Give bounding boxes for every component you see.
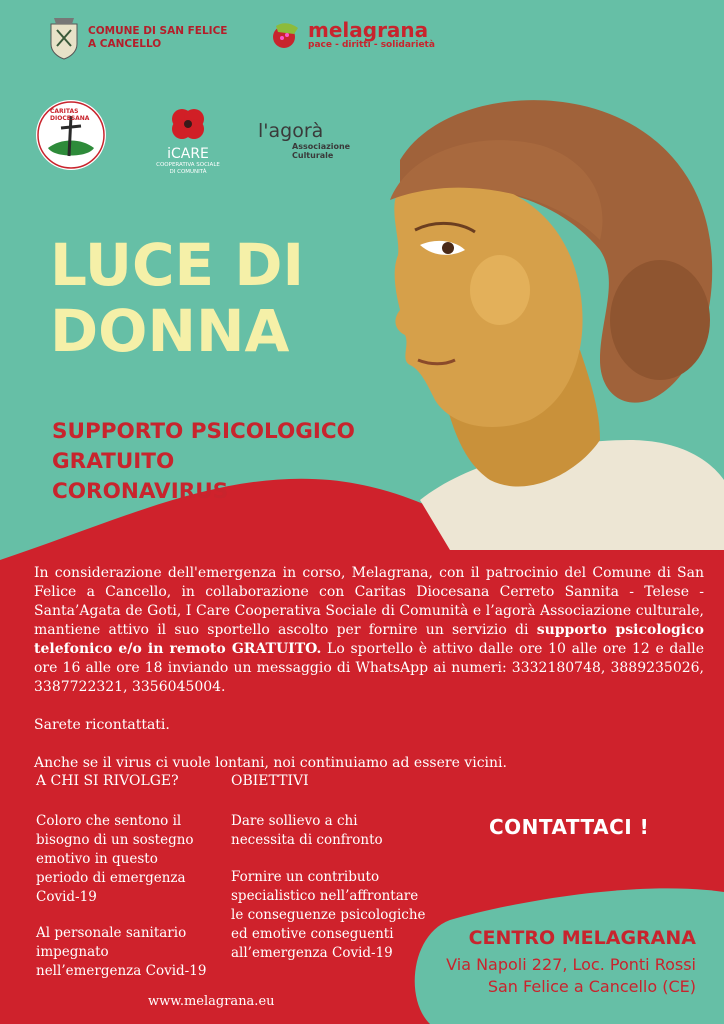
intro-text-bold: supporto psicologico telefonico e/o in remoto GRATUITO. — [34, 622, 704, 657]
woman-portrait-illustration — [300, 80, 724, 550]
target-item-2: Al personale sanitario impegnato nell’emergenza Covid-19 — [36, 925, 207, 979]
target-item-1: Coloro che sentono il bisogno di un sostegno emotivo in questo periodo di emergenza Covid-19 — [36, 813, 194, 905]
agora-name: l'agorà — [258, 120, 324, 142]
contact-cta: CONTATTACI ! — [489, 815, 650, 839]
icare-logo — [148, 105, 228, 176]
caritas-label: CARITAS DIOCESANA — [50, 108, 90, 122]
intro-text-a: In considerazione dell'emergenza in corso, Melagrana, con il patrocinio del Comune di San Felice a Cancello, in collaborazione con Caritas Diocesana Cerreto Sannita - Telese - Santa’Agata de Goti, I Care Cooperativa Sociale di Comunità e l’agorà Associazione culturale, mantiene attivo il suo sportello ascolto per fornire un servizio di — [34, 565, 704, 638]
goals-heading: OBIETTIVI — [231, 773, 309, 789]
closing-text: Anche se il virus ci vuole lontani, noi continuiamo ad essere vicini. — [34, 755, 507, 771]
intro-text-b: Lo sportello è attivo dalle ore 10 alle ore 12 e dalle ore 16 alle ore 18 inviando un messaggio di WhatsApp ai numeri: 3332180748, 3889235026, 3387722321, 3356045004. — [34, 641, 704, 695]
intro-paragraph — [34, 564, 704, 697]
icare-subtitle-1: COOPERATIVA SOCIALE — [156, 162, 220, 168]
website-link[interactable]: www.melagrana.eu — [148, 994, 275, 1009]
subtitle-line-1: SUPPORTO PSICOLOGICO — [52, 419, 355, 444]
recontact-text: Sarete ricontattati. — [34, 717, 170, 733]
title-line-1: LUCE DI — [50, 231, 305, 299]
centro-address-line1: Via Napoli 227, Loc. Ponti Rossi — [446, 955, 696, 974]
comune-logo — [48, 16, 227, 60]
pomegranate-icon — [268, 20, 304, 50]
agora-subtitle-2: Culturale — [292, 151, 334, 160]
goals-item-2: Fornire un contributo specialistico nell’affrontare le conseguenze psicologiche ed emotive conseguenti all’emergenza Covid-19 — [231, 869, 426, 961]
main-title — [50, 232, 304, 364]
subtitle-line-2: GRATUITO — [52, 449, 175, 474]
melagrana-name: melagrana — [308, 18, 429, 42]
intro-text — [34, 564, 704, 773]
crest-icon — [48, 16, 80, 60]
agora-logo — [258, 120, 350, 160]
icare-name: iCARE — [167, 146, 209, 162]
comune-name-line1: COMUNE DI SAN FELICE — [88, 25, 228, 37]
subtitle — [52, 417, 355, 507]
centro-name: CENTRO MELAGRANA — [468, 927, 696, 949]
poppy-flower-icon — [168, 105, 208, 143]
comune-name-line2: A CANCELLO — [88, 38, 162, 50]
melagrana-logo — [268, 20, 435, 50]
agora-subtitle-1: Associazione — [292, 142, 351, 151]
melagrana-tagline: pace - diritti - solidarietà — [308, 40, 435, 50]
icare-subtitle-2: DI COMUNITÀ — [169, 169, 207, 175]
title-line-2: DONNA — [50, 297, 290, 365]
centro-address-line2: San Felice a Cancello (CE) — [487, 977, 696, 996]
subtitle-line-3: CORONAVIRUS — [52, 479, 229, 504]
caritas-logo — [36, 100, 106, 170]
target-heading: A CHI SI RIVOLGE? — [36, 773, 179, 789]
goals-item-1: Dare sollievo a chi necessita di confronto — [231, 813, 383, 848]
